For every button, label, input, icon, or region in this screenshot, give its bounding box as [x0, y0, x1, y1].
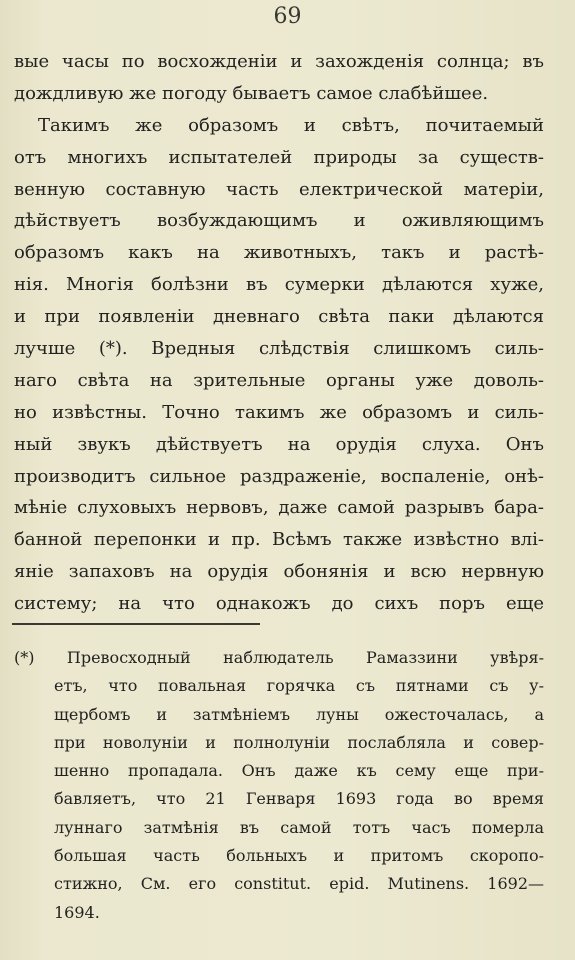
footnote-line: луннаго затмѣнія въ самой тотъ часъ померла [54, 817, 544, 837]
text-line: систему; на что однакожъ до сихъ поръ еще [14, 593, 544, 615]
text-line: наго свѣта на зрительные органы уже доволь- [14, 369, 544, 391]
text-line: и при появленіи дневнаго свѣта паки дѣлаются [14, 306, 544, 328]
text-line: мѣніе слуховыхъ нервовъ, даже самой разрывъ бара- [14, 497, 544, 519]
text-line: образомъ какъ на животныхъ, такъ и растѣ- [14, 242, 544, 264]
footnote-line: стижно, См. его constitut. epid. Mutinens. 1692— [54, 874, 544, 894]
text-line: вые часы по восхожденіи и захожденія солнца; въ [14, 51, 544, 72]
text-line: ный звукъ дѣйствуетъ на орудія слуха. Онъ [14, 433, 544, 455]
footnote-separator [12, 623, 260, 626]
main-text [14, 46, 544, 620]
text-line: банной перепонки и пр. Всѣмъ также извѣстно влі- [14, 529, 544, 551]
footnote [14, 644, 544, 927]
footnote-line: шенно пропадала. Онъ даже къ сему еще при- [54, 761, 544, 781]
footnote-line: щербомъ и затмѣніемъ луны ожесточалась, а [54, 704, 544, 724]
footnote-line: большая часть больныхъ и притомъ скоропо- [54, 846, 544, 866]
footnote-line: при новолуніи и полнолуніи послабляла и совер- [54, 732, 544, 752]
footnote-line: 1694. [54, 902, 100, 922]
footnote-line: бавляетъ, что 21 Генваря 1693 года во время [54, 789, 544, 809]
text-line: дождливую же погоду бываетъ самое слабѣйшее. [14, 82, 489, 104]
text-line: нія. Многія болѣзни въ сумерки дѣлаются хуже, [14, 274, 544, 296]
text-line: яніе запаховъ на орудія обонянія и всю нервную [14, 561, 544, 583]
footnote-line: етъ, что повальная горячка съ пятнами съ у- [54, 676, 544, 696]
text-line: Такимъ же образомъ и свѣтъ, почитаемый [38, 114, 544, 136]
text-line: но извѣстны. Точно такимъ же образомъ и силь- [14, 401, 544, 423]
page-number: 69 [273, 4, 302, 29]
footnote-line: (*) Превосходный наблюдатель Рамаззини увѣря- [14, 648, 544, 667]
text-line: дѣйствуетъ возбуждающимъ и оживляющимъ [14, 210, 544, 232]
text-line: производитъ сильное раздраженіе, воспаленіе, онѣ- [14, 465, 544, 487]
text-line: лучше (*). Вредныя слѣдствія слишкомъ силь- [14, 338, 544, 360]
text-line: венную составную часть електрической матеріи, [14, 178, 544, 200]
text-line: отъ многихъ испытателей природы за существ- [14, 146, 544, 168]
